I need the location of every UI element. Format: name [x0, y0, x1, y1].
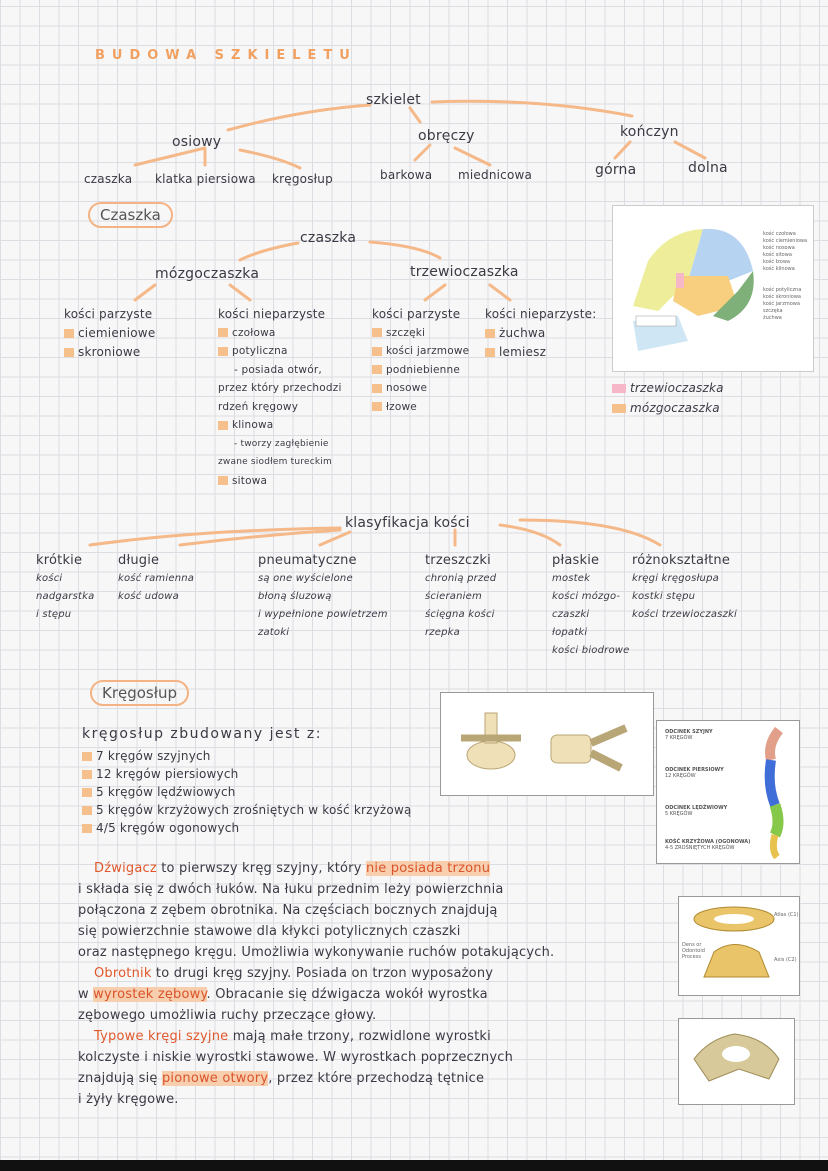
bone-type-column [118, 552, 194, 606]
bone-type-example: są one wyścielone [258, 573, 353, 584]
tree-leaf: miednicowa [458, 168, 533, 182]
spine-label: ODCINEK LĘDŹWIOWY 5 KRĘGÓW [665, 805, 728, 817]
bone-type-column [36, 552, 94, 624]
page-edge [0, 1160, 828, 1171]
bone-type-heading: długie [118, 553, 160, 568]
vertebrae-list: 7 kręgów szyjnych 12 kręgów piersiowych 5 kręgów lędźwiowych 5 kręgów krzyżowych zrośniętych w kość krzyżową 4/5 kręgów ogonowych [82, 747, 412, 837]
spine-label: ODCINEK PIERSIOWY 12 KRĘGÓW [665, 767, 724, 779]
kregoslup-intro: kręgosłup zbudowany jest z: [82, 726, 322, 742]
spine-label: KOŚĆ KRZYŻOWA (OGONOWA) 4-5 ZROŚNIĘTYCH KRĘGÓW [665, 839, 751, 851]
axis-label: Axis (C2) [774, 957, 797, 963]
tree-leaf: dolna [688, 160, 728, 176]
tree-leaf: kręgosłup [272, 172, 333, 186]
bone-type-example: nadgarstka [36, 591, 95, 602]
bone-type-column [258, 552, 388, 642]
tree-l1: obręczy [418, 128, 475, 144]
spine-label: ODCINEK SZYJNY 7 KRĘGÓW [665, 729, 713, 741]
bone-type-example: kręgi kręgosłupa [632, 573, 719, 584]
vertebra-diagram [440, 692, 654, 796]
branch: trzewioczaszka [410, 264, 519, 280]
bone-type-example: chronią przed [425, 573, 497, 584]
tree-leaf: górna [595, 162, 637, 178]
skull-labels: kość czołowa kość ciemieniowa kość nosowa kość sitowa kość łzowa kość klinowa kość potyliczna kość skroniowa kość jarzmowa szczęka żuchwa [763, 231, 808, 321]
czaszka-root: czaszka [300, 230, 357, 246]
bone-list: kości parzyste szczęki kości jarzmowe podniebienne nosowe łzowe [372, 307, 470, 413]
spine-illustration [757, 725, 797, 860]
bone-type-example: kości trzewioczaszki [632, 609, 737, 620]
bone-type-example: i stępu [36, 609, 72, 620]
atlas-label: Atlas (C1) [774, 912, 799, 918]
term-dzwigacz: Dźwigacz [94, 861, 157, 876]
spine-diagram [656, 720, 800, 864]
tree-l1: kończyn [620, 124, 679, 140]
bone-type-example: kości mózgo- [552, 591, 621, 602]
branch: mózgoczaszka [155, 266, 260, 282]
term-typowe: Typowe kręgi szyjne [94, 1029, 229, 1044]
bone-type-heading: pneumatyczne [258, 553, 357, 568]
klasyfikacja-root: klasyfikacja kości [345, 515, 470, 531]
kregoslup-heading: Kręgosłup [90, 680, 189, 706]
tree-leaf: klatka piersiowa [155, 172, 256, 186]
cervical-vertebra-illustration [679, 1019, 794, 1104]
vertebra-illustration [441, 693, 653, 795]
skull-illustration [618, 221, 758, 351]
skull-diagram [612, 205, 814, 372]
bone-list: kości parzyste ciemieniowe skroniowe [64, 307, 156, 359]
bone-type-example: kości [36, 573, 63, 584]
bone-type-heading: krótkie [36, 553, 83, 568]
bone-type-column [552, 552, 630, 660]
tree-leaf: barkowa [380, 168, 433, 182]
bone-type-heading: różnokształtne [632, 553, 731, 568]
bone-type-column [425, 552, 496, 642]
bone-type-example: ścieraniem [425, 591, 482, 602]
czaszka-heading: Czaszka [88, 202, 173, 228]
term-obrotnik: Obrotnik [94, 966, 152, 981]
skull-legend: trzewioczaszka mózgoczaszka [612, 378, 724, 418]
bone-type-example: i wypełnione powietrzem [258, 609, 388, 620]
vertebrae-description: Dźwigacz to pierwszy kręg szyjny, który nie posiada trzonu i składa się z dwóch łuków. Na łuku przednim leży powierzchnia połączona z zębem obrotnika. Na częściach bocznych znajdują się powierzchnie stawowe dla kłykci potylicznych czaszki oraz następnego kręgu. Umożliwia wykonywanie ruchów potakujących. Obrotnik to drugi kręg szyjny. Posiada on trzon wyposażony w wyrostek zębowy. Obracanie się dźwigacza wokół wyrostka zębowego umożliwia ruchy przeczące głowy. Typowe kręgi szyjne mają małe trzony, rozwidlone wyrostki kolczyste i niskie wyrostki stawowe. W wyrostkach poprzecznych znajdują się pionowe otwory, przez które przechodzą tętnice i żyły kręgowe. [78, 861, 555, 1107]
bone-type-column [632, 552, 737, 624]
bone-type-example: kość ramienna [118, 573, 195, 584]
bone-list: kości nieparzyste czołowa potyliczna - posiada otwór, przez który przechodzi rdzeń kręgowy klinowa - tworzy zagłębienie zwane siodłem tureckim sitowa [218, 307, 342, 487]
bone-type-example: mostek [552, 573, 591, 584]
bone-type-example: kostki stępu [632, 591, 696, 602]
bone-type-example: kość udowa [118, 591, 179, 602]
bone-type-example: ścięgna kości [425, 609, 495, 620]
bone-type-example: kości biodrowe [552, 645, 630, 656]
bone-type-heading: trzeszczki [425, 553, 491, 568]
bone-type-heading: płaskie [552, 553, 600, 568]
atlas-axis-diagram [678, 896, 800, 996]
bone-type-example: czaszki [552, 609, 590, 620]
bone-type-example: rzepka [425, 627, 460, 638]
bone-type-example: błoną śluzową [258, 591, 332, 602]
page-title: BUDOWA SZKIELETU [95, 48, 357, 63]
bone-type-example: zatoki [258, 627, 290, 638]
bone-type-example: łopatki [552, 627, 588, 638]
dens-label: Dens or Odontoid Process [682, 942, 705, 960]
tree-root: szkielet [366, 92, 421, 108]
bone-list: kości nieparzyste: żuchwa lemiesz [485, 307, 597, 359]
cervical-vertebra-image [678, 1018, 795, 1105]
tree-leaf: czaszka [84, 172, 133, 186]
tree-l1: osiowy [172, 134, 222, 150]
